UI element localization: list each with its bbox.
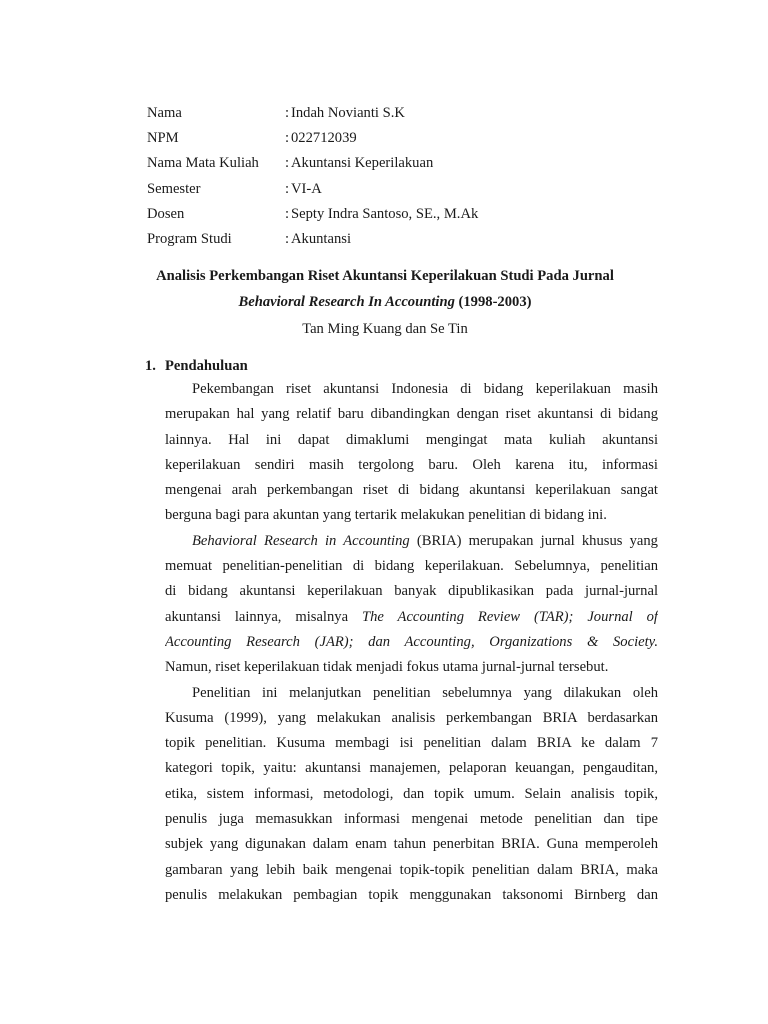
paragraph-3-line: Kusuma (1999), yang melakukan analisis perkembangan BRIA berdasarkan <box>165 709 658 726</box>
info-separator: : <box>285 105 290 121</box>
journal-name-inline: Behavioral Research in Accounting <box>192 532 410 549</box>
info-label: Semester <box>147 180 201 197</box>
info-value: Septy Indra Santoso, SE., M.Ak <box>291 205 479 222</box>
article-title-line-2 <box>120 289 650 315</box>
info-row-npm <box>147 126 667 151</box>
journal-name: Behavioral Research In Accounting <box>238 294 455 310</box>
info-row-mata-kuliah <box>147 151 667 176</box>
paragraph-3-line: gambaran yang lebih baik mengenai topik-topik penelitian dalam BRIA, maka <box>165 861 658 878</box>
paragraph-1-line: mengenai arah perkembangan riset di bidang akuntansi keperilakuan sangat <box>165 482 658 499</box>
info-row-program-studi <box>147 227 667 252</box>
paragraph-2-line: Namun, riset keperilakuan tidak menjadi fokus utama jurnal-jurnal tersebut. <box>165 659 609 676</box>
article-title-line-1: Analisis Perkembangan Riset Akuntansi Keperilakuan Studi Pada Jurnal <box>156 268 614 284</box>
info-separator: : <box>285 155 290 172</box>
paragraph-1-line: lainnya. Hal ini dapat dimaklumi mengingat mata kuliah akuntansi <box>165 431 658 448</box>
paragraph-3-line: topik penelitian. Kusuma membagi isi penelitian dalam BRIA ke dalam 7 <box>165 735 658 752</box>
info-separator: : <box>285 180 290 197</box>
info-value: Akuntansi Keperilakuan <box>291 155 434 172</box>
info-value: Akuntansi <box>291 230 351 247</box>
section-heading <box>145 353 248 379</box>
paragraph-2-text: akuntansi lainnya, misalnya <box>165 608 362 625</box>
paragraph-3-line: subjek yang digunakan dalam enam tahun penerbitan BRIA. Guna memperoleh <box>165 836 658 853</box>
journal-years: (1998-2003) <box>454 294 532 310</box>
info-value: VI-A <box>291 180 322 197</box>
paragraph-3-line: penulis juga memasukkan informasi mengenai metode penelitian dan tipe <box>165 811 658 828</box>
info-value: 022712039 <box>291 130 357 147</box>
paragraph-2-text: (BRIA) merupakan jurnal khusus yang <box>409 532 658 549</box>
info-label: Dosen <box>147 205 185 222</box>
info-separator: : <box>285 205 290 222</box>
info-row-dosen <box>147 202 667 227</box>
paragraph-1-line: merupakan hal yang relatif baru dibandingkan dengan riset akuntansi di bidang <box>165 406 658 423</box>
info-row-nama <box>147 101 667 126</box>
info-separator: : <box>285 230 290 247</box>
body-text <box>165 377 658 908</box>
info-separator: : <box>285 130 290 147</box>
paragraph-2-line: Accounting Research (JAR); dan Accounting, Organizations & Society. <box>165 633 658 650</box>
paragraph-1-line: keperilakuan sendiri masih tergolong baru. Oleh karena itu, informasi <box>165 456 658 473</box>
info-label: NPM <box>147 130 179 147</box>
article-title-block <box>120 263 650 343</box>
info-label: Nama <box>147 105 182 121</box>
info-row-semester <box>147 177 667 202</box>
paragraph-2-line <box>165 529 658 554</box>
paragraph-3-line: etika, sistem informasi, metodologi, dan topik umum. Selain analisis topik, <box>165 785 658 802</box>
paragraph-2-line <box>165 605 658 630</box>
info-label: Program Studi <box>147 230 232 247</box>
article-authors: Tan Ming Kuang dan Se Tin <box>302 321 468 337</box>
paragraph-3-line: Penelitian ini melanjutkan penelitian sebelumnya yang dilakukan oleh <box>192 684 658 701</box>
student-info <box>147 101 667 252</box>
paragraph-2-line: memuat penelitian-penelitian di bidang keperilakuan. Sebelumnya, penelitian <box>165 558 658 575</box>
paragraph-3-line: kategori topik, yaitu: akuntansi manajemen, pelaporan keuangan, pengauditan, <box>165 760 658 777</box>
paragraph-3-line: penulis melakukan pembagian topik menggunakan taksonomi Birnberg dan <box>165 886 658 903</box>
paragraph-2-line: di bidang akuntansi keperilakuan banyak dipublikasikan pada jurnal-jurnal <box>165 583 658 600</box>
info-label: Nama Mata Kuliah <box>147 155 259 172</box>
journal-list-inline: The Accounting Review (TAR); Journal of <box>361 608 658 625</box>
section-title: Pendahuluan <box>165 358 248 374</box>
section-number: 1. <box>145 358 156 374</box>
paragraph-1-line: berguna bagi para akuntan yang tertarik melakukan penelitian di bidang ini. <box>165 507 607 524</box>
info-value: Indah Novianti S.K <box>291 105 405 121</box>
paragraph-1-line: Pekembangan riset akuntansi Indonesia di bidang keperilakuan masih <box>192 381 658 397</box>
